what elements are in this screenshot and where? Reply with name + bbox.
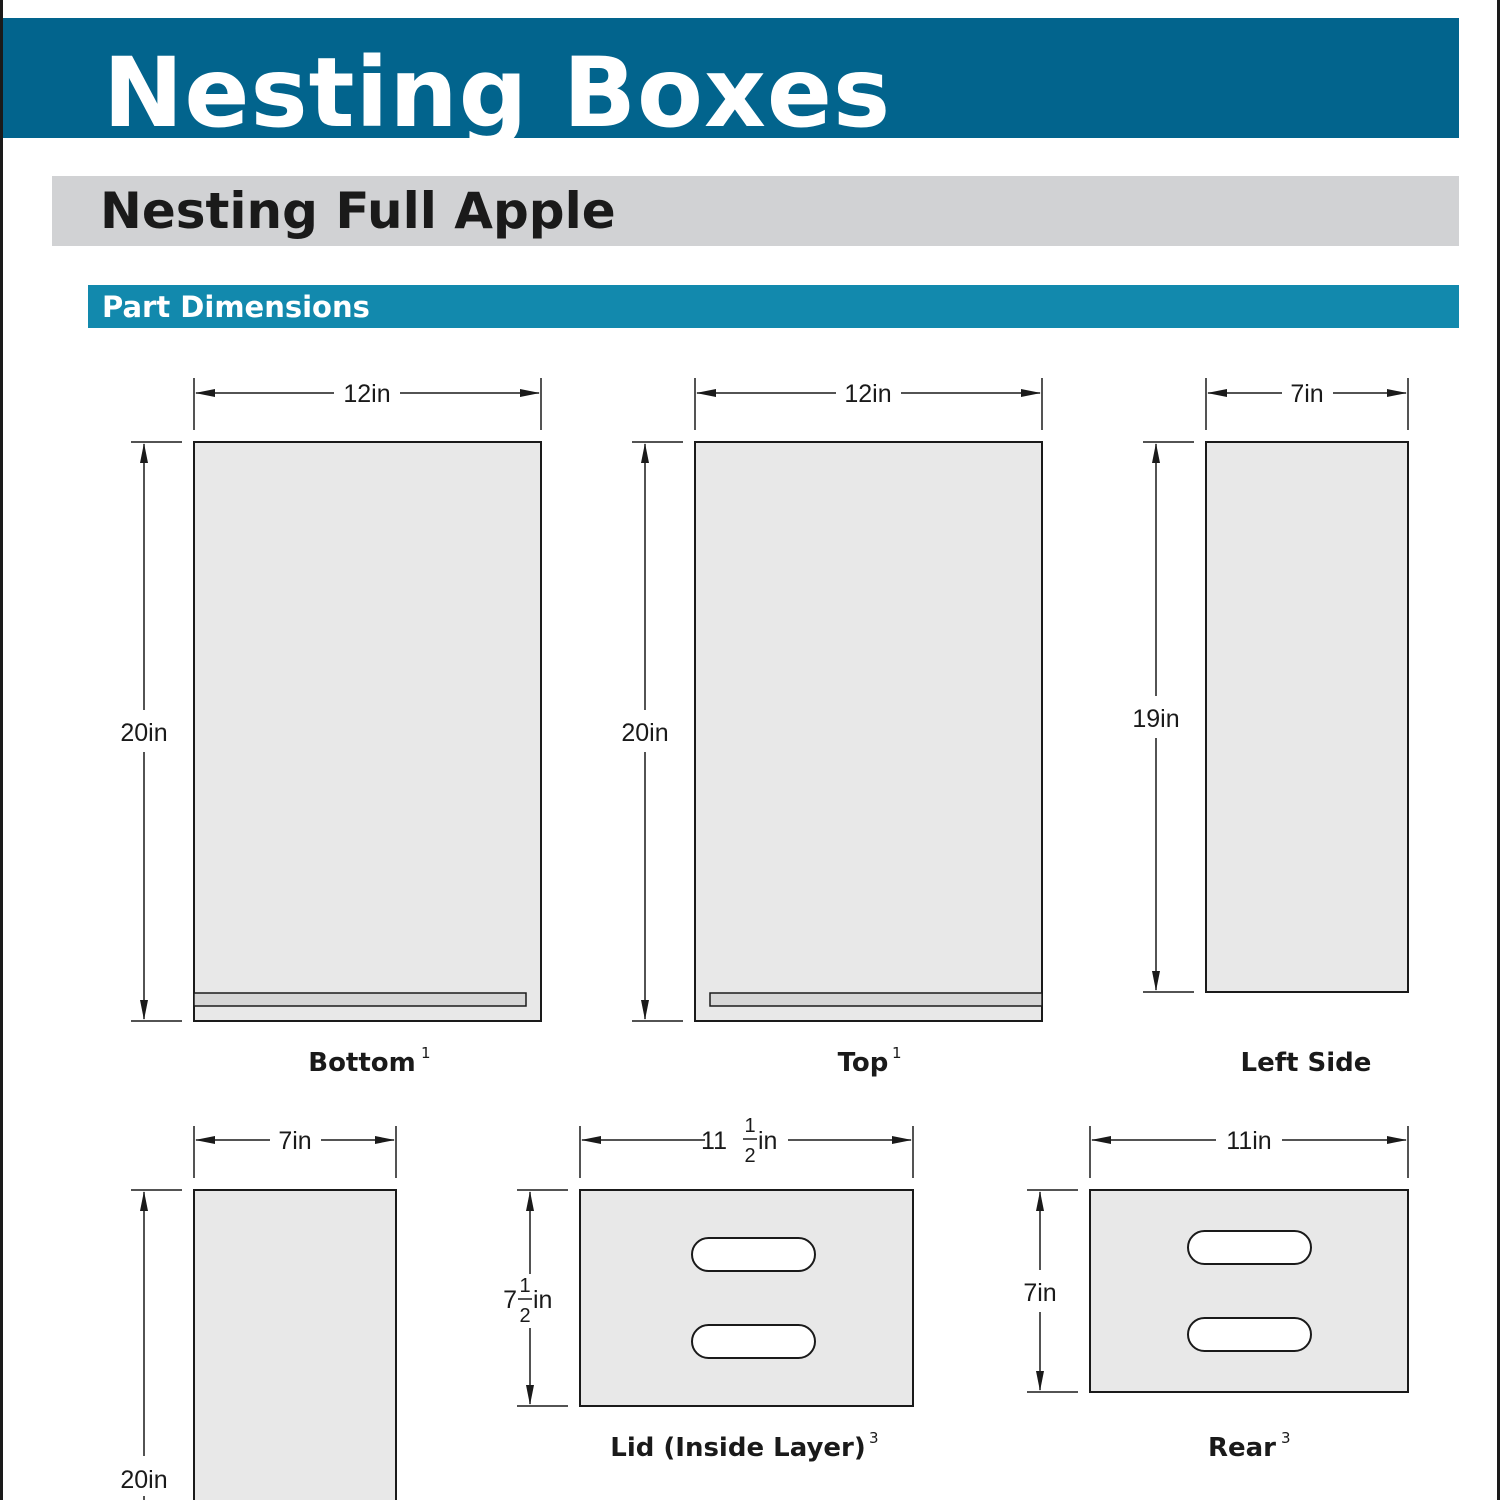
arrowhead [520,389,540,397]
right-side-width-label: 7in [278,1127,312,1155]
arrowhead [1207,389,1227,397]
lid-width-unit: in [758,1127,778,1155]
top-panel [695,442,1042,1021]
bottom-width-label: 12in [343,380,391,408]
arrowhead [1036,1191,1044,1211]
top-width-label: 12in [844,380,892,408]
arrowhead [1021,389,1041,397]
part-bottom [120,378,541,1078]
rear-part-name: Rear [1207,1433,1277,1463]
arrowhead [1152,971,1160,991]
bottom-groove-strip [194,993,526,1006]
left-side-width-label: 7in [1290,380,1324,408]
rear-height-label: 7in [1023,1279,1057,1307]
arrowhead [1387,389,1407,397]
arrowhead [1152,443,1160,463]
part-lid-inside-layer [503,1115,913,1463]
left-side-panel [1206,442,1408,992]
top-height-label: 20in [621,719,669,747]
arrowhead [892,1136,912,1144]
lid-width-numerator: 1 [744,1115,756,1137]
part-right-side [120,1126,396,1500]
arrowhead [140,1191,148,1211]
page-title: Nesting Boxes [103,37,892,149]
lid-width-denominator: 2 [744,1145,756,1167]
lid-width-whole: 11 [701,1127,727,1155]
part-left-side [1132,378,1408,1078]
rear-footnote-marker: 3 [1281,1429,1291,1447]
arrowhead [641,1000,649,1020]
arrowhead [696,389,716,397]
rear-handle-slot-upper [1188,1231,1311,1264]
left-side-part-name: Left Side [1240,1048,1372,1078]
lid-height-denominator: 2 [519,1305,531,1327]
top-footnote-marker: 1 [892,1044,902,1062]
arrowhead [140,1000,148,1020]
lid-part-name: Lid (Inside Layer) [610,1433,866,1463]
arrowhead [1387,1136,1407,1144]
arrowhead [195,389,215,397]
rear-handle-slot-lower [1188,1318,1311,1351]
arrowhead [375,1136,395,1144]
lid-height-whole: 7 [503,1286,517,1314]
bottom-panel [194,442,541,1021]
lid-panel [580,1190,913,1406]
top-groove-strip [710,993,1042,1006]
arrowhead [581,1136,601,1144]
top-part-name: Top [837,1048,889,1078]
part-rear [1023,1126,1408,1463]
arrowhead [641,443,649,463]
left-side-height-label: 19in [1132,705,1180,733]
product-title: Nesting Full Apple [100,182,616,240]
arrowhead [1091,1136,1111,1144]
lid-handle-slot-lower [692,1325,815,1358]
arrowhead [195,1136,215,1144]
lid-height-numerator: 1 [519,1275,531,1297]
bottom-part-name: Bottom [308,1048,416,1078]
lid-handle-slot-upper [692,1238,815,1271]
arrowhead [140,443,148,463]
rear-panel [1090,1190,1408,1392]
arrowhead [526,1385,534,1405]
arrowhead [1036,1371,1044,1391]
section-title: Part Dimensions [102,290,370,324]
rear-width-label: 11in [1226,1127,1272,1155]
lid-footnote-marker: 3 [869,1429,879,1447]
right-side-panel [194,1190,396,1500]
lid-height-unit: in [533,1286,553,1314]
part-top [621,378,1042,1078]
right-side-height-label: 20in [120,1466,168,1494]
bottom-footnote-marker: 1 [421,1044,431,1062]
arrowhead [526,1191,534,1211]
bottom-height-label: 20in [120,719,168,747]
